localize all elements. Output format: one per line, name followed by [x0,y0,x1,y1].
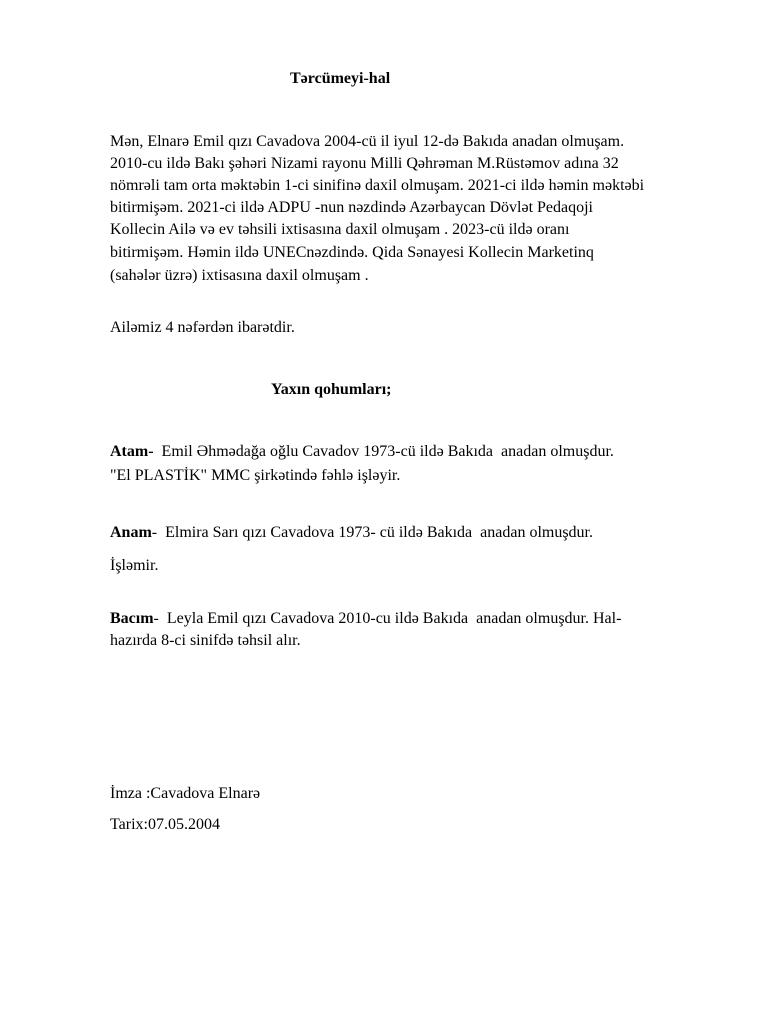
family-size-text: Ailəmiz 4 nəfərdən ibarətdir. [110,319,295,336]
date-line: Tarix:07.05.2004 [110,816,220,833]
mother-label: Anam [110,524,152,541]
biography-line-7: (sahələr üzrə) ixtisasına daxil olmuşam . [110,267,369,284]
relatives-heading: Yaxın qohumları; [271,381,392,398]
biography-line-4: bitirmişəm. 2021-ci ildə ADPU -nun nəzdində Azərbaycan Dövlət Pedaqoji [110,199,593,216]
sister-label: Bacım [110,610,154,627]
biography-line-6: bitirmişəm. Həmin ildə UNECnəzdində. Qida Sənayesi Kollecin Marketinq [110,244,594,261]
sister-line-2: hazırda 8-ci sinifdə təhsil alır. [110,632,301,649]
father-text: Emil Əhmədağa oğlu Cavadov 1973-cü ildə Bakıda anadan olmuşdur. [153,443,614,460]
document-title: Tərcümeyi-hal [290,70,391,87]
biography-line-5: Kollecin Ailə və ev təhsili ixtisasına daxil olmuşam . 2023-cü ildə oranı [110,221,570,238]
sister-line-1 [110,608,621,630]
biography-line-3: nömrəli tam orta məktəbin 1-ci sinifinə daxil olmuşam. 2021-ci ildə həmin məktəbi [110,177,645,194]
father-label: Atam- [110,443,154,460]
signature-line: İmza :Cavadova Elnarə [110,785,261,802]
sister-text: - Leyla Emil qızı Cavadova 2010-cu ildə Bakıda anadan olmuşdur. Hal- [153,610,622,627]
mother-line-1 [110,522,593,544]
biography-line-1: Mən, Elnarə Emil qızı Cavadova 2004-cü il iyul 12-də Bakıda anadan olmuşam. [110,133,625,150]
mother-text: - Elmira Sarı qızı Cavadova 1973- cü ildə Bakıda anadan olmuşdur. [151,524,593,541]
biography-line-2: 2010-cu ildə Bakı şəhəri Nizami rayonu Milli Qəhrəman M.Rüstəmov adına 32 [110,155,619,172]
father-line-2: "El PLASTİK" MMC şirkətində fəhlə işləyir. [110,467,401,484]
mother-line-2: İşləmir. [110,557,159,574]
father-line-1 [110,441,614,463]
